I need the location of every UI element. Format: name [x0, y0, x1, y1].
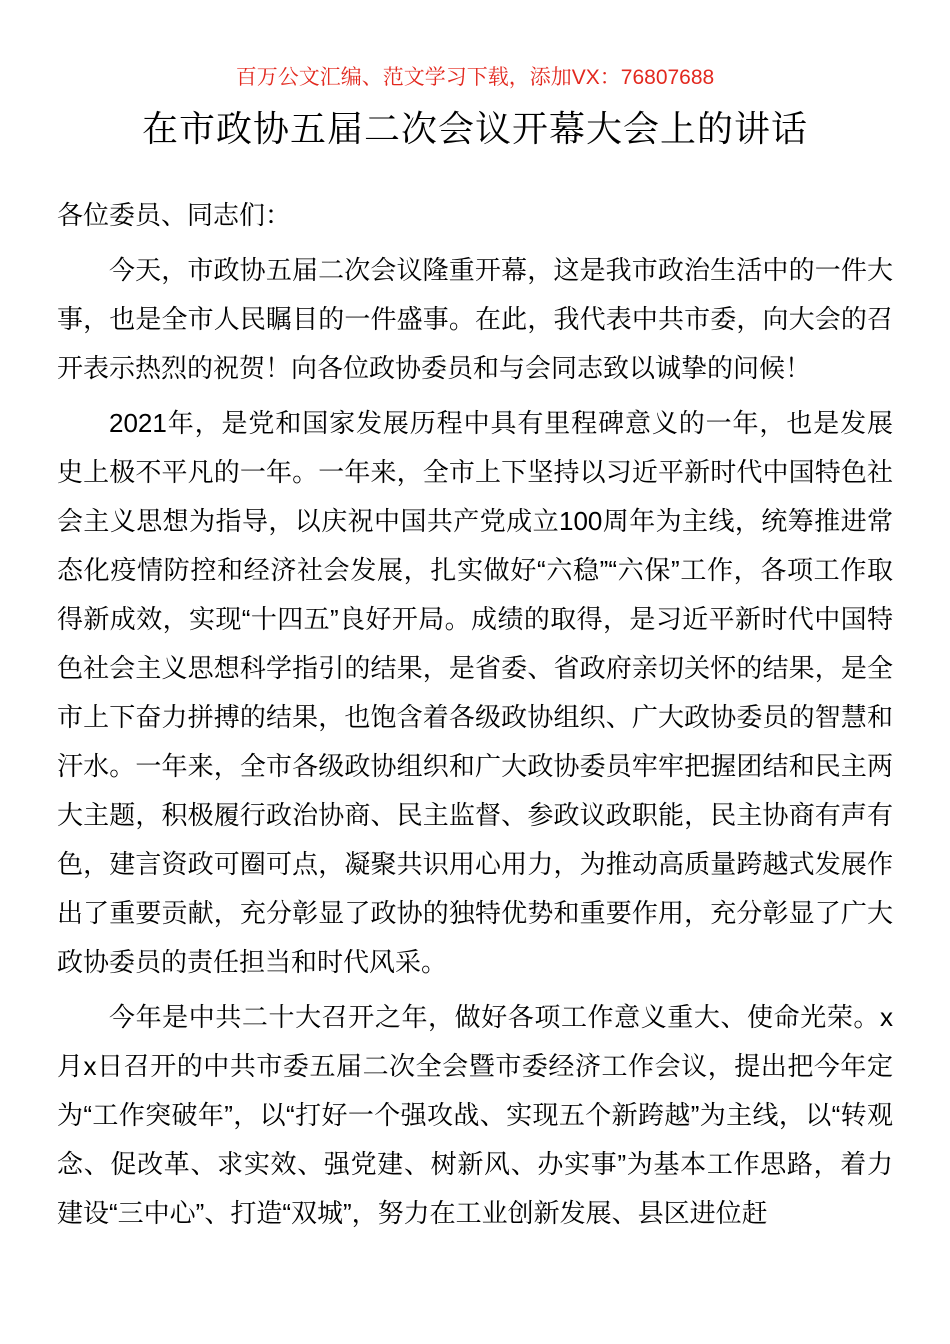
document-body [57, 191, 893, 1238]
paragraph-2021-review: 2021年，是党和国家发展历程中具有里程碑意义的一年，也是发展史上极不平凡的一年。一年来，全市上下坚持以习近平新时代中国特色社会主义思想为指导，以庆祝中国共产党成立100周年为主线，统筹推进常态化疫情防控和经济社会发展，扎实做好“六稳”“六保”工作，各项工作取得新成效，实现“十四五”良好开局。成绩的取得，是习近平新时代中国特色社会主义思想科学指引的结果，是省委、省政府亲切关怀的结果，是全市上下奋力拼搏的结果，也饱含着各级政协组织、广大政协委员的智慧和汗水。一年来，全市各级政协组织和广大政协委员牢牢把握团结和民主两大主题，积极履行政治协商、民主监督、参政议政职能，民主协商有声有色，建言资政可圈可点，凝聚共识用心用力，为推动高质量跨越式发展作出了重要贡献，充分彰显了政协的独特优势和重要作用，充分彰显了广大政协委员的责任担当和时代风采。 [57, 408, 893, 977]
document-title: 在市政协五届二次会议开幕大会上的讲话 [141, 108, 808, 149]
paragraph-current-year: 今年是中共二十大召开之年，做好各项工作意义重大、使命光荣。x月x日召开的中共市委五届二次全会暨市委经济工作会议，提出把今年定为“工作突破年”，以“打好一个强攻战、实现五个新跨越”为主线，以“转观念、促改革、求实效、强党建、树新风、办实事”为基本工作思路，着力建设“三中心”、打造“双城”，努力在工业创新发展、县区进位赶 [57, 1002, 893, 1228]
watermark-notice: 百万公文汇编、范文学习下载，添加VX：76807688 [235, 66, 715, 89]
paragraph-greeting: 各位委员、同志们： [57, 200, 292, 230]
paragraph-opening: 今天，市政协五届二次会议隆重开幕，这是我市政治生活中的一件大事，也是全市人民瞩目的一件盛事。在此，我代表中共市委，向大会的召开表示热烈的祝贺！向各位政协委员和与会同志致以诚挚的问候！ [57, 255, 893, 383]
